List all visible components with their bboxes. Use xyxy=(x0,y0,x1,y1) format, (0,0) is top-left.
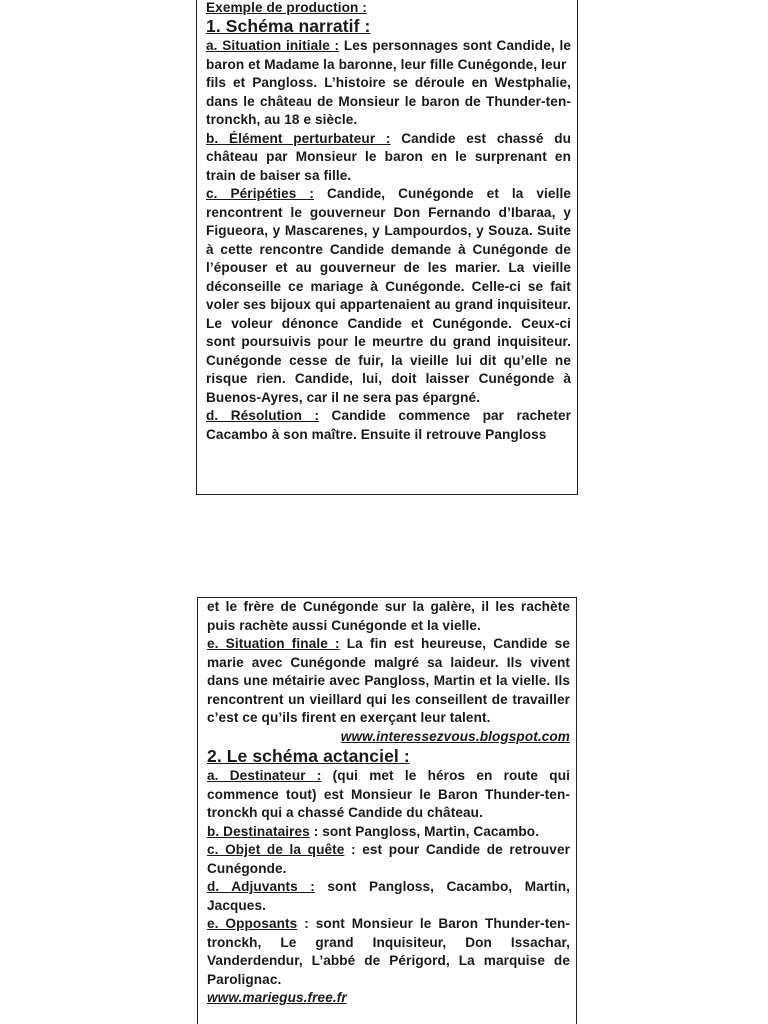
element-perturbateur-paragraph xyxy=(206,130,571,186)
destinateur-paragraph xyxy=(207,767,570,823)
situation-finale-text: La fin est heureuse, Candide se marie avec Cunégonde malgré sa laideur. Ils vivent dans une métairie avec Pangloss, Martin et la vielle. Ils rencontrent un vieillard qui les conseillent de travailler c’est ce qu’ils firent en exerçant leur talent. xyxy=(207,636,570,725)
intro-heading: Exemple de production : xyxy=(206,0,367,15)
opposants-text: : sont Monsieur le Baron Thunder-ten-tronckh, Le grand Inquisiteur, Don Issachar, Vanderdendur, L’abbé de Périgord, La marquise de Parolignac. xyxy=(207,916,571,987)
destinataires-paragraph xyxy=(207,823,570,842)
continuation-paragraph xyxy=(207,598,570,635)
element-perturbateur-label: b. Élément perturbateur : xyxy=(206,130,391,146)
situation-finale-paragraph xyxy=(207,635,570,728)
peripeties-paragraph xyxy=(206,185,571,407)
peripeties-label: c. Péripéties : xyxy=(206,186,315,201)
section1-title: 1. Schéma narratif : xyxy=(206,16,371,36)
section2-title: 2. Le schéma actanciel : xyxy=(207,746,410,766)
situation-initiale-label: a. Situation initiale : xyxy=(206,38,340,53)
destinateur-text: (qui met le héros en route qui commence tout) est Monsieur le Baron Thunder-ten-tronckh qui a chassé Candide du château. xyxy=(207,768,570,820)
element-perturbateur-text: Candide est chassé du château par Monsieur le baron en le surprenant en train de baiser sa fille. xyxy=(206,130,572,183)
continuation-text: et le frère de Cunégonde sur la galère, il les rachète puis rachète aussi Cunégonde et la vielle. xyxy=(207,599,570,633)
source-link-interessezvous[interactable]: www.interessezvous.blogspot.com xyxy=(340,728,570,744)
resolution-text: Candide commence par racheter Cacambo à son maître. Ensuite il retrouve Pangloss xyxy=(206,408,571,442)
opposants-label: e. Opposants xyxy=(207,916,298,931)
destinateur-label: a. Destinateur : xyxy=(207,768,322,783)
situation-initiale-paragraph-2 xyxy=(206,74,571,130)
destinataires-label: b. Destinataires xyxy=(207,823,310,839)
situation-initiale-paragraph xyxy=(206,37,571,74)
adjuvants-text: sont Pangloss, Cacambo, Martin, Jacques. xyxy=(207,879,570,913)
situation-finale-label: e. Situation finale : xyxy=(207,636,340,651)
peripeties-text: Candide, Cunégonde et la vielle rencontrent le gouverneur Don Fernando d’Ibaraa, y Figueora, y Mascarenes, y Lampourdos, y Souza. Suite à cette rencontre Candide demande à Cunégonde de l’épouser et au gouverneur de les marier. La vieille déconseille ce mariage à Cunégonde. Celle-ci se fait voler ses bijoux qui appartenaient au grand inquisiteur. Le voleur dénonce Candide et Cunégonde. Ceux-ci sont poursuivis pour le meurtre du grand inquisiteur. Cunégonde cesse de fuir, la vieille lui dit qu’elle ne risque rien. Candide, lui, doit laisser Cunégonde à Buenos-Ayres, car il ne sera pas épargné. xyxy=(206,186,571,405)
objet-quete-paragraph xyxy=(207,841,570,878)
document-page-1 xyxy=(196,0,578,495)
objet-quete-label: c. Objet de la quête xyxy=(207,842,345,857)
opposants-paragraph xyxy=(207,915,570,989)
document-page-2 xyxy=(197,597,577,1024)
adjuvants-label: d. Adjuvants : xyxy=(207,879,315,894)
situation-initiale-text2: fils et Pangloss. L’histoire se déroule en Westphalie, dans le château de Monsieur le baron de Thunder-ten-tronckh, au 18 e siècle. xyxy=(206,75,571,127)
objet-quete-text: : est pour Candide de retrouver Cunégonde. xyxy=(207,842,570,876)
adjuvants-paragraph xyxy=(207,878,570,915)
destinataires-text: : sont Pangloss, Martin, Cacambo. xyxy=(309,823,540,839)
resolution-paragraph xyxy=(206,407,571,444)
source-link-mariegus[interactable]: www.mariegus.free.fr xyxy=(207,990,347,1005)
situation-initiale-text1: Les personnages sont Candide, le baron et Madame la baronne, leur fille Cunégonde, leur xyxy=(206,38,571,72)
resolution-label: d. Résolution : xyxy=(206,408,320,423)
